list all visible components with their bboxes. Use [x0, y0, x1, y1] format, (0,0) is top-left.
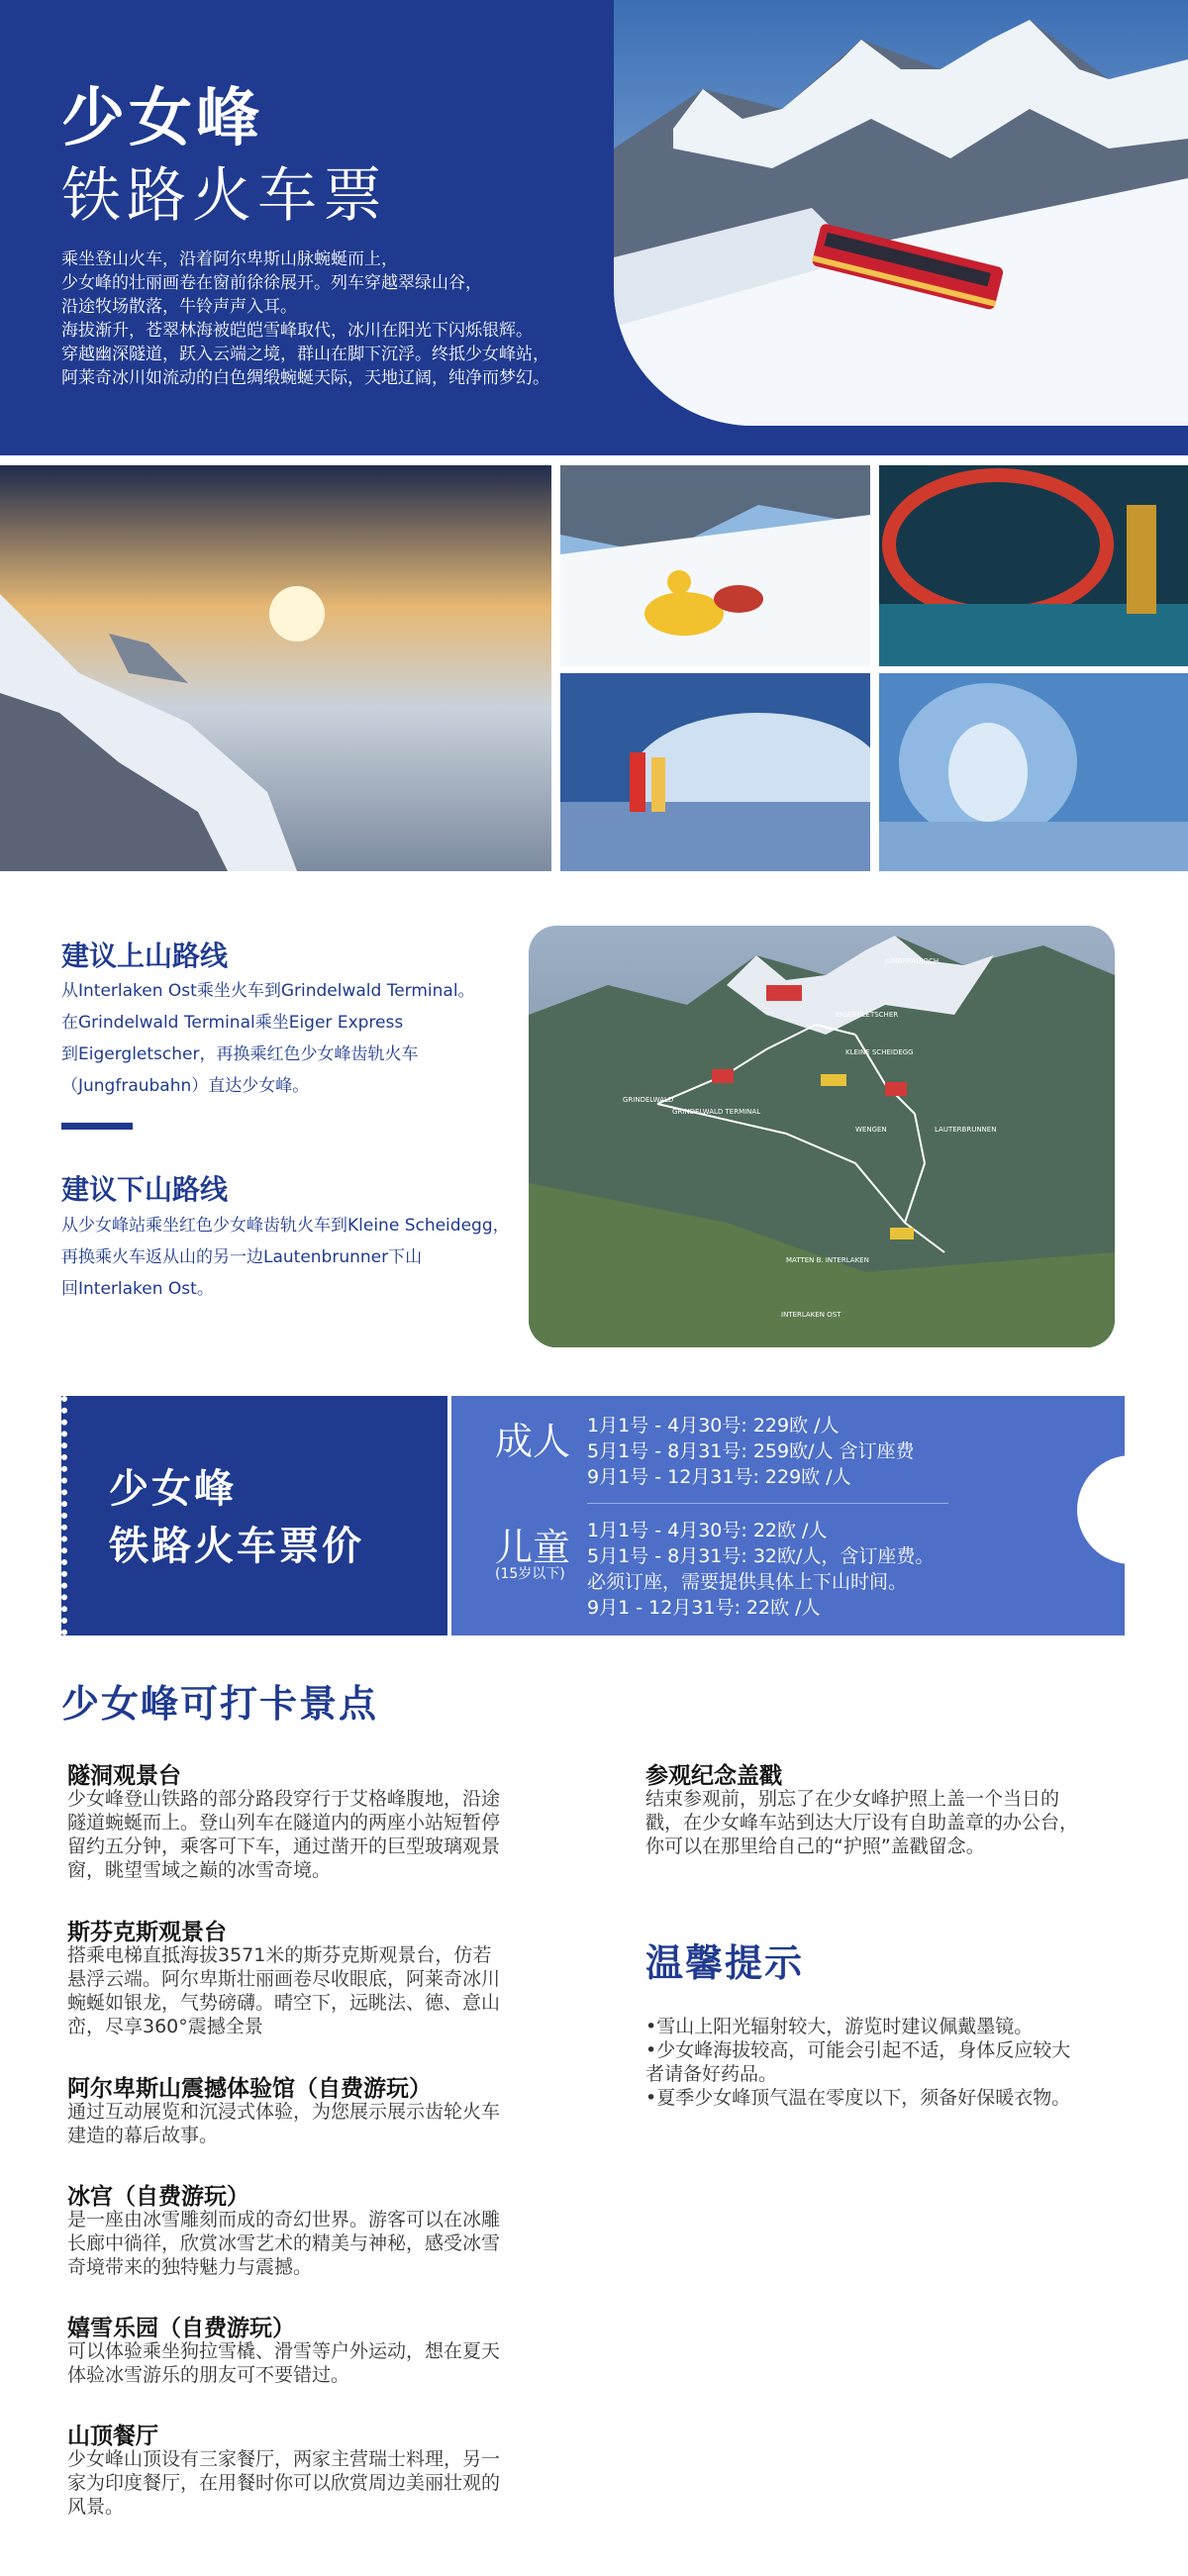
hero-title-line1: 少女峰 [61, 82, 263, 155]
hero-text-line: 沿途牧场散落，牛铃声声入耳。 [61, 297, 297, 317]
sight-line: 戳，在少女峰车站到达大厅设有自助盖章的办公台， [645, 1812, 1079, 1833]
photo-snow-tubing [560, 465, 870, 666]
hero-text-line: 阿莱奇冰川如流动的白色绸缎蜿蜒天际，天地辽阔，纯净而梦幻。 [61, 368, 549, 388]
sights-title: 少女峰可打卡景点 [61, 1682, 379, 1726]
adult-price-line: 5月1号 - 8月31号: 259欧/人 含订座费 [587, 1440, 915, 1462]
hero-banner [0, 0, 1188, 455]
child-label: 儿童 [495, 1526, 571, 1569]
sight-line: 隧道蜿蜒而上。登山列车在隧道内的两座小站短暂停 [67, 1812, 501, 1833]
child-price-line: 1月1号 - 4月30号: 22欧 /人 [587, 1520, 828, 1541]
map-label: INTERLAKEN OST [781, 1311, 842, 1319]
map-label: JUNGFRAUJOCH [885, 957, 940, 965]
route-up-line: 到Eigergletscher，再换乘红色少女峰齿轨火车 [61, 1044, 419, 1064]
sight-line: 是一座由冰雪雕刻而成的奇幻世界。游客可以在冰雕 [67, 2209, 501, 2230]
sight-line: 少女峰登山铁路的部分路段穿行于艾格峰腹地，沿途 [67, 1788, 501, 1810]
route-divider [61, 1123, 133, 1130]
map-label: KLEINE SCHEIDEGG [845, 1048, 914, 1056]
sight-line: 可以体验乘坐狗拉雪橇、滑雪等户外运动，想在夏天 [67, 2340, 501, 2362]
hero-text-line: 乘坐登山火车，沿着阿尔卑斯山脉蜿蜒而上， [61, 249, 398, 269]
sight-title: 嬉雪乐园（自费游玩） [67, 2316, 295, 2341]
sight-line: 家为印度餐厅，在用餐时你可以欣赏周边美丽壮观的 [67, 2472, 501, 2494]
route-down-title: 建议下山路线 [61, 1173, 229, 1206]
sight-line: 蜿蜒如银龙，气势磅礴。晴空下，远眺法、德、意山 [67, 1992, 501, 2014]
ticket-title-line1: 少女峰 [109, 1466, 237, 1512]
route-up-line: （Jungfraubahn）直达少女峰。 [61, 1076, 310, 1096]
sight-line: 长廊中徜徉，欣赏冰雪艺术的精美与神秘，感受冰雪 [67, 2232, 501, 2254]
sight-line: 窗，眺望雪域之巅的冰雪奇境。 [67, 1859, 332, 1881]
route-down-line: 再换乘火车返从山的另一边Lautenbrunner下山 [61, 1247, 423, 1267]
map-label: GRINDELWALD [623, 1096, 674, 1104]
sight-line: 峦，尽享360°震撼全景 [67, 2016, 263, 2037]
photo-sunset-peak [0, 465, 551, 871]
hero-text-line: 穿越幽深隧道，跃入云端之境，群山在脚下沉浮。终抵少女峰站， [61, 345, 549, 364]
child-price-line: 5月1号 - 8月31号: 32欧/人，含订座费。 [587, 1545, 935, 1567]
map-label: MATTEN B. INTERLAKEN [786, 1256, 869, 1264]
hero-text-line: 海拔渐升，苍翠林海被皑皑雪峰取代，冰川在阳光下闪烁银辉。 [61, 321, 533, 341]
sight-line: 结束参观前，别忘了在少女峰护照上盖一个当日的 [645, 1788, 1060, 1810]
sight-line: 你可以在那里给自己的“护照”盖戳留念。 [645, 1835, 985, 1857]
child-price-line: 9月1 - 12月31号: 22欧 /人 [587, 1597, 821, 1619]
map-label: LAUTERBRUNNEN [935, 1126, 997, 1134]
route-up-line: 从Interlaken Ost乘坐火车到Grindelwald Terminal。 [61, 981, 475, 1001]
photo-ice-viewpoint [560, 673, 870, 871]
route-map [529, 926, 1115, 1347]
route-down-line: 从少女峰站乘坐红色少女峰齿轨火车到Kleine Scheidegg， [61, 1216, 510, 1236]
sight-line: 搭乘电梯直抵海拔3571米的斯芬克斯观景台，仿若 [67, 1944, 492, 1966]
photo-ice-palace [879, 673, 1188, 871]
tip-item: •少女峰海拔较高，可能会引起不适，身体反应较大 [645, 2039, 1071, 2061]
sight-title: 山顶餐厅 [67, 2424, 158, 2449]
child-price-line: 必须订座，需要提供具体上下山时间。 [587, 1571, 908, 1593]
adult-price-line: 1月1号 - 4月30号: 229欧 /人 [587, 1415, 840, 1437]
hero-train-photo [614, 0, 1188, 426]
ticket-notch [1077, 1455, 1186, 1564]
child-age-note: (15岁以下) [495, 1566, 565, 1582]
hero-text-line: 少女峰的壮丽画卷在窗前徐徐展开。列车穿越翠绿山谷， [61, 273, 482, 293]
adult-label: 成人 [495, 1420, 571, 1463]
sight-line: 留约五分钟，乘客可下车，通过凿开的巨型玻璃观景 [67, 1835, 501, 1857]
tip-item: 者请备好药品。 [645, 2063, 778, 2085]
sight-line: 通过互动展览和沉浸式体验，为您展示展示齿轮火车 [67, 2101, 501, 2123]
sight-line: 建造的幕后故事。 [67, 2125, 219, 2146]
sight-line: 少女峰山顶设有三家餐厅，两家主营瑞士料理，另一 [67, 2448, 501, 2470]
sight-title: 冰宫（自费游玩） [67, 2184, 249, 2210]
map-label: EIGERGLETSCHER [836, 1011, 899, 1019]
sight-title: 斯芬克斯观景台 [67, 1920, 227, 1945]
hero-title-line2: 铁路火车票 [61, 161, 388, 231]
map-label: GRINDELWALD TERMINAL [672, 1108, 761, 1116]
ticket-title-line2: 铁路火车票价 [109, 1524, 364, 1569]
photo-red-tunnel-exhibit [879, 465, 1188, 666]
sight-line: 奇境带来的独特魅力与震撼。 [67, 2256, 313, 2278]
tip-item: •雪山上阳光辐射较大，游览时建议佩戴墨镜。 [645, 2016, 1034, 2037]
route-down-line: 回Interlaken Ost。 [61, 1279, 214, 1299]
tips-title: 温馨提示 [645, 1941, 805, 1985]
sight-line: 体验冰雪游乐的朋友可不要错过。 [67, 2364, 350, 2386]
sight-line: 风景。 [67, 2496, 125, 2518]
sight-line: 悬浮云端。阿尔卑斯壮丽画卷尽收眼底，阿莱奇冰川 [67, 1968, 501, 1990]
sight-title: 阿尔卑斯山震撼体验馆（自费游玩） [67, 2076, 432, 2102]
route-up-line: 在Grindelwald Terminal乘坐Eiger Express [61, 1013, 404, 1033]
sight-title: 隧洞观景台 [67, 1763, 181, 1789]
map-label: WENGEN [855, 1126, 887, 1134]
adult-price-line: 9月1号 - 12月31号: 229欧 /人 [587, 1466, 851, 1488]
price-divider [587, 1503, 948, 1504]
tip-item: •夏季少女峰顶气温在零度以下，须备好保暖衣物。 [645, 2087, 1071, 2109]
sight-title: 参观纪念盖戳 [645, 1763, 782, 1789]
route-up-title: 建议上山路线 [61, 940, 229, 972]
